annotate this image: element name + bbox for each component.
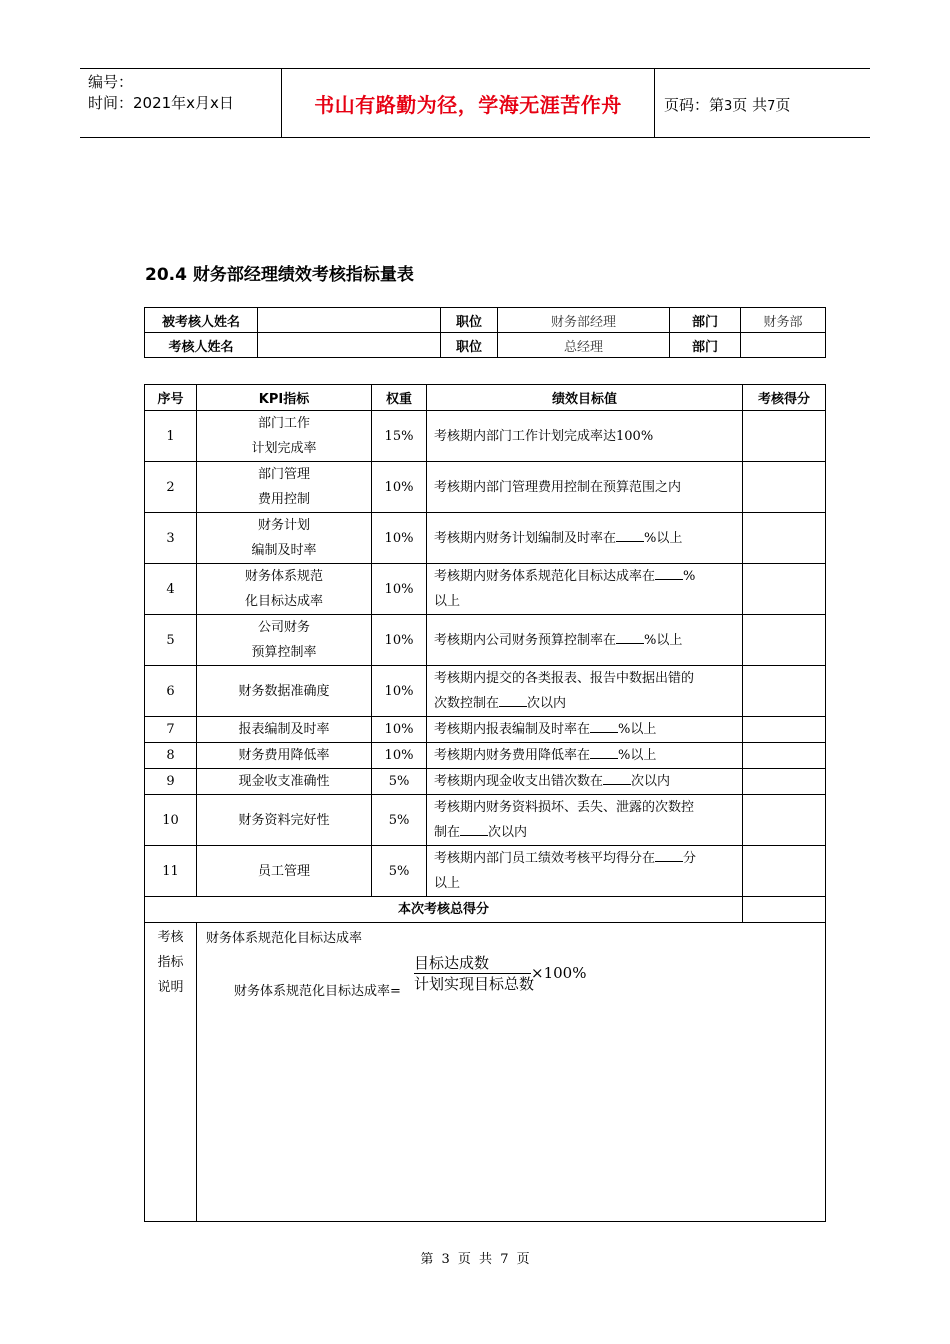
fill-blank[interactable]: [499, 692, 527, 707]
position-value: 财务部经理: [498, 308, 670, 333]
target-text: %以上: [618, 748, 657, 763]
row-weight: 10%: [372, 666, 427, 717]
target-text: 考核期内部门工作计划完成率达100%: [434, 428, 654, 444]
col-header-no: 序号: [145, 385, 197, 411]
row-indicator: 财务费用降低率: [197, 743, 372, 769]
row-weight: 10%: [372, 462, 427, 513]
row-indicator: 员工管理: [197, 846, 372, 897]
table-row: [145, 462, 826, 513]
table-row: [145, 564, 826, 615]
indicator-line: 公司财务: [257, 620, 310, 635]
page-current: 3: [724, 99, 733, 114]
fill-blank[interactable]: [460, 821, 488, 836]
target-text: 次以内: [631, 774, 671, 789]
notes-row: [145, 923, 826, 1222]
indicator-line: 编制及时率: [251, 543, 317, 558]
header-page-number: [664, 94, 790, 115]
row-indicator: [197, 615, 372, 666]
fill-blank[interactable]: [616, 527, 644, 542]
fill-blank[interactable]: [655, 565, 683, 580]
kpi-table: [144, 384, 826, 1222]
target-text: 考核期内部门员工绩效考核平均得分在: [434, 851, 656, 866]
header-meta: [88, 72, 234, 114]
dept-value: 财务部: [741, 308, 826, 333]
row-target: [427, 846, 743, 897]
table-row: [145, 795, 826, 846]
row-no: 2: [145, 462, 197, 513]
position-value: 总经理: [498, 333, 670, 358]
target-text: 考核期内提交的各类报表、报告中数据出错的: [434, 671, 695, 686]
target-text: 考核期内公司财务预算控制率在: [434, 632, 617, 648]
row-target: [427, 769, 743, 795]
notes-label-line: 说明: [157, 980, 184, 995]
row-score-field[interactable]: [743, 513, 826, 564]
row-weight: 10%: [372, 743, 427, 769]
fill-blank[interactable]: [590, 718, 618, 733]
row-score-field[interactable]: [743, 411, 826, 462]
section-title: 20.4 财务部经理绩效考核指标量表: [145, 265, 414, 285]
position-label: 职位: [441, 333, 498, 358]
row-weight: 15%: [372, 411, 427, 462]
header-divider: [654, 69, 655, 137]
row-weight: 5%: [372, 769, 427, 795]
formula-denominator: 计划实现目标总数: [414, 975, 535, 993]
target-text: %以上: [644, 530, 683, 546]
table-row: [145, 666, 826, 717]
dept-label: 部门: [670, 333, 741, 358]
fill-blank[interactable]: [655, 847, 683, 862]
row-score-field[interactable]: [743, 846, 826, 897]
row-no: 6: [145, 666, 197, 717]
evaluator-name-field[interactable]: [258, 333, 441, 358]
indicator-line: 费用控制: [257, 492, 310, 507]
total-row: [145, 897, 826, 923]
table-row: [145, 411, 826, 462]
notes-title: 财务体系规范化目标达成率: [206, 931, 363, 946]
total-label: 本次考核总得分: [145, 897, 743, 923]
target-text: 次数控制在: [434, 696, 500, 711]
target-text: %以上: [618, 722, 657, 737]
info-row: [145, 308, 826, 333]
notes-label-line: 考核: [157, 930, 184, 945]
page-header: [80, 68, 870, 138]
table-row: [145, 846, 826, 897]
target-text: 考核期内财务费用降低率在: [434, 748, 591, 763]
notes-body: [197, 923, 826, 1222]
page-prefix: 页码：第: [664, 96, 725, 114]
row-indicator: 报表编制及时率: [197, 717, 372, 743]
row-indicator: 现金收支准确性: [197, 769, 372, 795]
row-weight: 10%: [372, 615, 427, 666]
row-indicator: [197, 411, 372, 462]
target-text: 以上: [434, 594, 461, 609]
target-text: 次以内: [488, 825, 528, 840]
indicator-line: 化目标达成率: [244, 594, 323, 609]
table-row: [145, 743, 826, 769]
target-text: 次以内: [527, 696, 567, 711]
target-text: 考核期内现金收支出错次数在: [434, 774, 604, 789]
row-no: 3: [145, 513, 197, 564]
row-weight: 10%: [372, 564, 427, 615]
fill-blank[interactable]: [590, 744, 618, 759]
row-score-field[interactable]: [743, 769, 826, 795]
row-weight: 5%: [372, 846, 427, 897]
row-target: [427, 411, 743, 462]
row-weight: 10%: [372, 513, 427, 564]
kpi-header-row: [145, 385, 826, 411]
row-indicator: [197, 462, 372, 513]
notes-label-line: 指标: [157, 955, 184, 970]
dept-value-field[interactable]: [741, 333, 826, 358]
col-header-weight: 权重: [372, 385, 427, 411]
row-no: 8: [145, 743, 197, 769]
row-score-field[interactable]: [743, 462, 826, 513]
row-indicator: [197, 564, 372, 615]
row-no: 1: [145, 411, 197, 462]
number-label: 编号：: [88, 73, 134, 91]
dept-label: 部门: [670, 308, 741, 333]
row-no: 10: [145, 795, 197, 846]
col-header-target: 绩效目标值: [427, 385, 743, 411]
indicator-line: 财务体系规范: [244, 569, 323, 584]
indicator-line: 部门工作: [257, 416, 310, 431]
row-no: 5: [145, 615, 197, 666]
target-text: 考核期内财务体系规范化目标达成率在: [434, 569, 656, 584]
row-no: 11: [145, 846, 197, 897]
time-label: 时间：2021年x月x日: [88, 94, 234, 112]
target-text: 分: [683, 851, 697, 866]
target-text: 制在: [434, 825, 461, 840]
formula: [234, 951, 654, 1011]
row-target: [427, 795, 743, 846]
page-mid: 页 共: [732, 96, 768, 114]
row-no: 4: [145, 564, 197, 615]
row-target: [427, 743, 743, 769]
row-target: [427, 666, 743, 717]
formula-multiplier: ×100%: [531, 964, 587, 982]
row-indicator: 财务数据准确度: [197, 666, 372, 717]
row-no: 7: [145, 717, 197, 743]
row-indicator: [197, 513, 372, 564]
row-weight: 5%: [372, 795, 427, 846]
indicator-line: 财务计划: [257, 518, 310, 533]
indicator-line: 部门管理: [257, 467, 310, 482]
target-text: 考核期内财务资料损坏、丢失、泄露的次数控: [434, 800, 695, 815]
target-text: 考核期内部门管理费用控制在预算范围之内: [434, 479, 682, 495]
notes-label: [145, 923, 197, 1222]
table-row: [145, 615, 826, 666]
col-header-indicator: KPI指标: [197, 385, 372, 411]
row-score-field[interactable]: [743, 743, 826, 769]
page-footer: 第 3 页 共 7 页: [420, 1252, 530, 1267]
table-row: [145, 513, 826, 564]
page-suffix: 页: [775, 96, 791, 114]
target-text: %: [683, 569, 696, 584]
info-row: [145, 333, 826, 358]
row-score-field[interactable]: [743, 615, 826, 666]
row-score-field[interactable]: [743, 717, 826, 743]
row-score-field[interactable]: [743, 666, 826, 717]
table-row: [145, 717, 826, 743]
indicator-line: 计划完成率: [251, 441, 317, 456]
table-row: [145, 769, 826, 795]
row-target: [427, 513, 743, 564]
total-score-field[interactable]: [743, 897, 826, 923]
fill-blank[interactable]: [616, 629, 644, 644]
row-score-field[interactable]: [743, 564, 826, 615]
page-total: 7: [767, 99, 776, 114]
position-label: 职位: [441, 308, 498, 333]
evaluator-name-label: 考核人姓名: [145, 333, 258, 358]
evaluee-info-table: [144, 307, 826, 358]
formula-lhs: 财务体系规范化目标达成率=: [234, 984, 401, 999]
row-indicator: 财务资料完好性: [197, 795, 372, 846]
row-weight: 10%: [372, 717, 427, 743]
indicator-line: 预算控制率: [251, 645, 317, 660]
col-header-score: 考核得分: [743, 385, 826, 411]
row-target: [427, 615, 743, 666]
target-text: 以上: [434, 876, 461, 891]
target-text: 考核期内报表编制及时率在: [434, 722, 591, 737]
fill-blank[interactable]: [603, 770, 631, 785]
evaluee-name-label: 被考核人姓名: [145, 308, 258, 333]
header-motto: 书山有路勤为径，学海无涯苦作舟: [314, 93, 622, 117]
formula-numerator: 目标达成数: [414, 954, 490, 972]
evaluee-name-field[interactable]: [258, 308, 441, 333]
row-score-field[interactable]: [743, 795, 826, 846]
row-target: [427, 717, 743, 743]
target-text: 考核期内财务计划编制及时率在: [434, 530, 617, 546]
row-target: [427, 564, 743, 615]
row-target: [427, 462, 743, 513]
target-text: %以上: [644, 632, 683, 648]
row-no: 9: [145, 769, 197, 795]
